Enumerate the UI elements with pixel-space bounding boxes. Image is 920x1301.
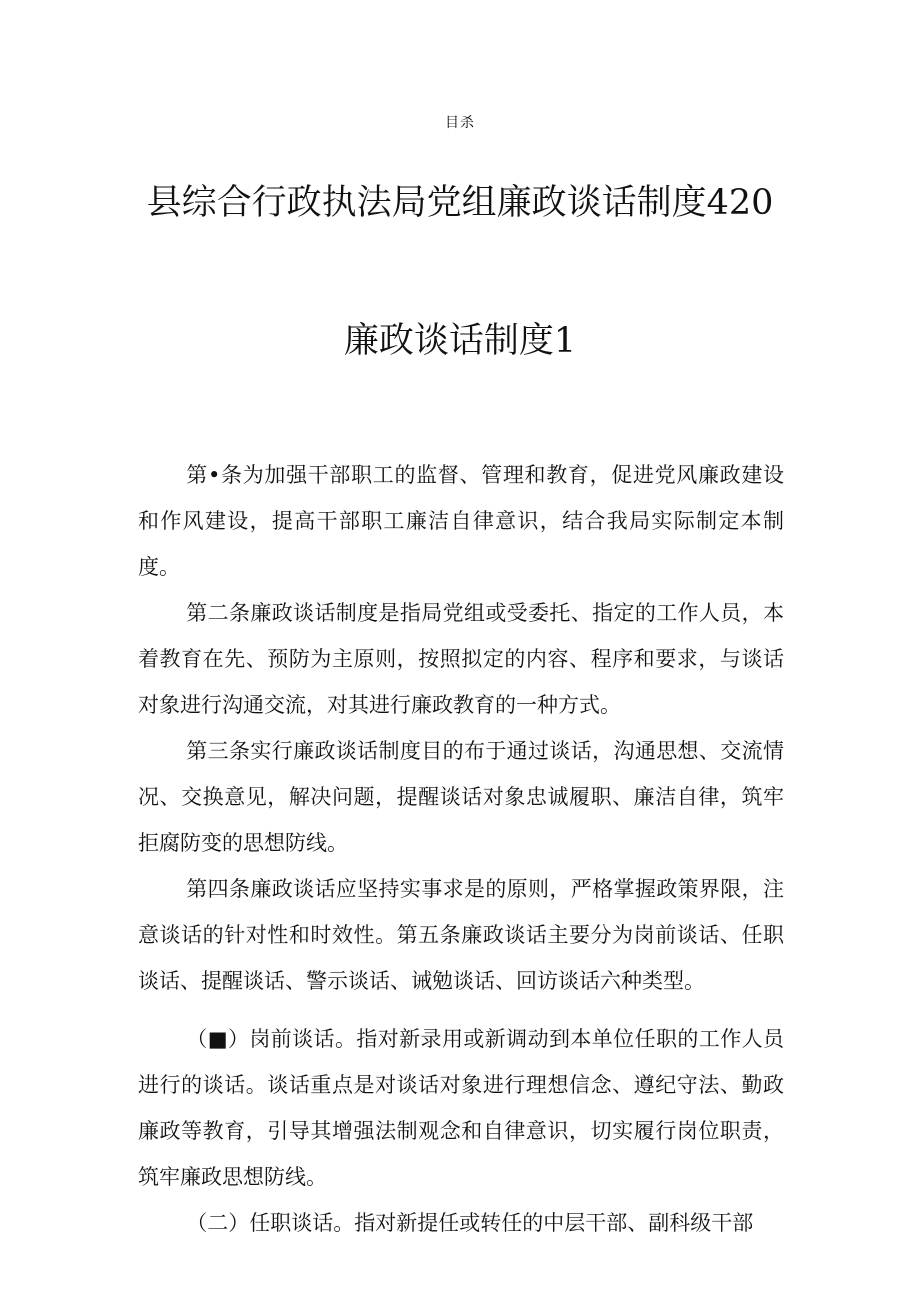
document-body [138, 452, 784, 1246]
paragraph-article-4-5: 第四条廉政谈话应坚持实事求是的原则，严格掌握政策界限，注意谈话的针对性和时效性。第五条廉政谈话主要分为岗前谈话、任职谈话、提醒谈话、警示谈话、诫勉谈话、回访谈话六种类型。 [138, 877, 784, 993]
document-title: 县综合行政执法局党组廉政谈话制度420 [146, 183, 774, 223]
paragraph-appointment-talk: （二）任职谈话。指对新提任或转任的中层干部、副科级干部 [186, 1211, 754, 1235]
paragraph-article-1: 第•条为加强干部职工的监督、管理和教育，促进党风廉政建设和作风建设，提高干部职工廉洁自律意识，结合我局实际制定本制度。 [138, 463, 784, 579]
paragraph-article-2: 第二条廉政谈话制度是指局党组或受委托、指定的工作人员，本着教育在先、预防为主原则，按照拟定的内容、程序和要求，与谈话对象进行沟通交流，对其进行廉政教育的一种方式。 [138, 601, 784, 717]
header-mark: 目杀 [445, 115, 475, 131]
paragraph-article-3: 第三条实行廉政谈话制度目的布于通过谈话，沟通思想、交流情况、交换意见，解决问题，提醒谈话对象忠诚履职、廉洁自律，筑牢拒腐防变的思想防线。 [138, 739, 784, 855]
section-title: 廉政谈话制度1 [343, 321, 577, 361]
paragraph-pre-post-talk: （■）岗前谈话。指对新录用或新调动到本单位任职的工作人员进行的谈话。谈话重点是对谈话对象进行理想信念、遵纪守法、勤政廉政等教育，引导其增强法制观念和自律意识，切实履行岗位职责，筑牢廉政思想防线。 [138, 1027, 784, 1189]
